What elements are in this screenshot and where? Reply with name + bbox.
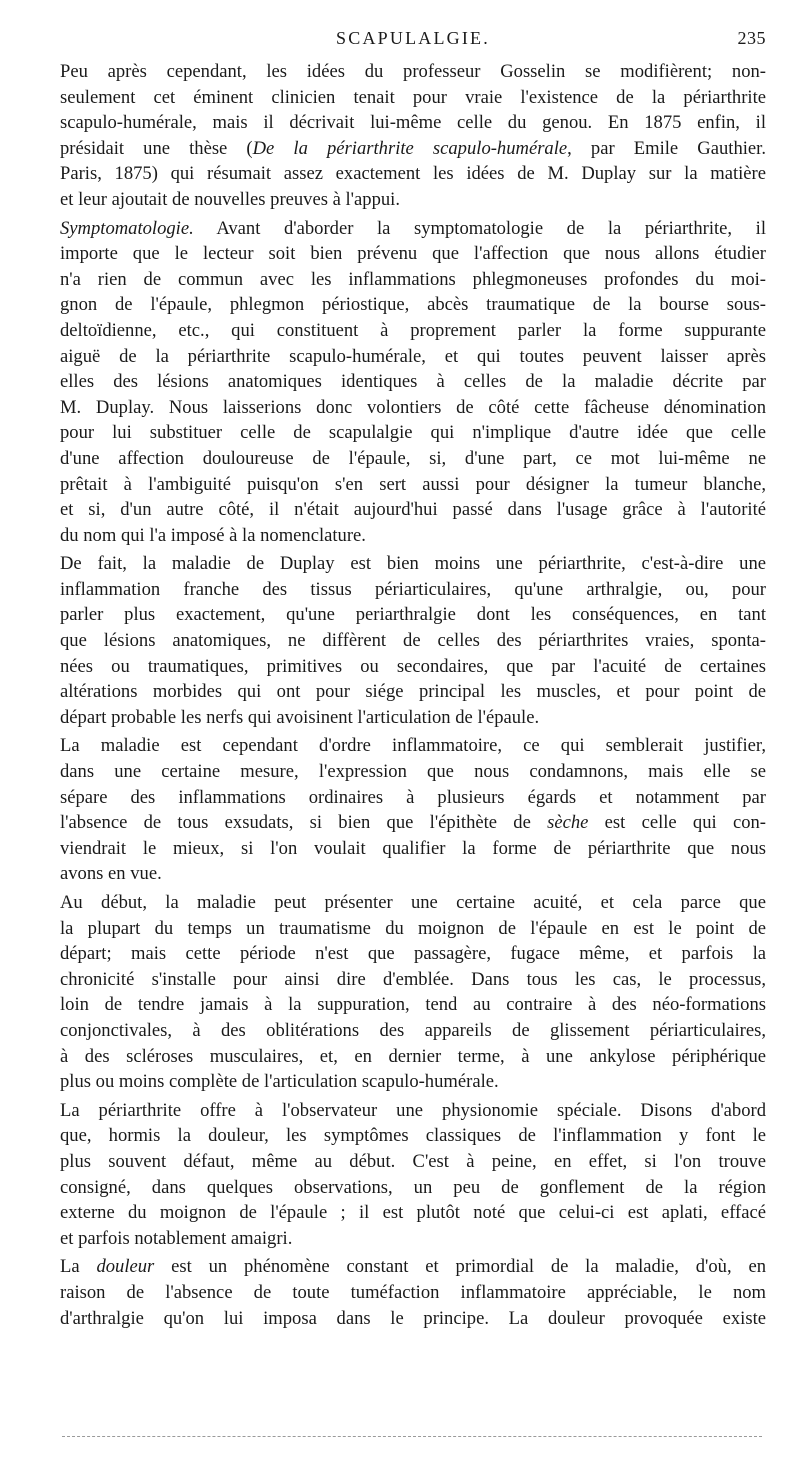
paragraph [60, 733, 766, 887]
text-line: départ probable les nerfs qui avoisinent l'articulation de l'épaule. [60, 706, 540, 728]
text-line: gnon de l'épaule, phlegmon périostique, abcès traumatique de la bourse sous- [60, 294, 766, 316]
text-line: viendrait le mieux, si l'on voulait qualifier la forme de périarthrite que nous [60, 837, 766, 859]
italic-text: Symptomatologie. [60, 217, 194, 239]
text-line: n'a rien de commun avec les inflammations phlegmoneuses profondes du moi- [60, 268, 766, 290]
text-line: et leur ajoutait de nouvelles preuves à l'appui. [60, 188, 400, 210]
text-line: La périarthrite offre à l'observateur une physionomie spéciale. Disons d'abord [60, 1099, 766, 1121]
paragraph [60, 216, 766, 549]
text-line: importe que le lecteur soit bien prévenu que l'affection que nous allons étudier [60, 243, 766, 265]
text-line: M. Duplay. Nous laisserions donc volontiers de côté cette fâcheuse dénomination [60, 396, 766, 418]
text-line: seulement cet éminent clinicien tenait pour vraie l'existence de la périarthrite [60, 86, 766, 108]
text-line: dans une certaine mesure, l'expression que nous condamnons, mais elle se [60, 761, 766, 783]
text-line: La douleur est un phénomène constant et primordial de la maladie, d'où, en [60, 1256, 766, 1278]
text-line: que, hormis la douleur, les symptômes classiques de l'inflammation y font le [60, 1125, 766, 1147]
text-line: consigné, dans quelques observations, un peu de gonflement de la région [60, 1176, 766, 1198]
text-line: sépare des inflammations ordinaires à plusieurs égards et notamment par [60, 786, 766, 808]
text-line: deltoïdienne, etc., qui constituent à proprement parler la forme suppurante [60, 319, 766, 341]
text-line: parler plus exactement, qu'une periarthralgie dont les conséquences, en tant [60, 604, 766, 626]
paragraph [60, 1254, 766, 1331]
text-line: la plupart du temps un traumatisme du moignon de l'épaule en est le point de [60, 917, 766, 939]
text-line: plus souvent défaut, même au début. C'est à peine, en effet, si l'on trouve [60, 1150, 766, 1172]
text-line: conjonctivales, à des oblitérations des appareils de glissement périarticulaires, [60, 1019, 766, 1041]
text-line: et si, d'un autre côté, il n'était aujourd'hui passé dans l'usage grâce à l'autorité [60, 499, 766, 521]
page-header [60, 28, 766, 54]
text-line: d'une affection douloureuse de l'épaule, si, d'une part, ce mot lui-même ne [60, 447, 766, 469]
italic-text: sèche [547, 812, 589, 834]
italic-text: douleur [96, 1256, 155, 1278]
text-line: altérations morbides qui ont pour siége principal les muscles, et pour point de [60, 681, 766, 703]
body-text [60, 59, 766, 1334]
text-line: raison de l'absence de toute tuméfaction inflammatoire appréciable, le nom [60, 1281, 766, 1303]
text-line: loin de tendre jamais à la suppuration, tend au contraire à des néo-formations [60, 994, 766, 1016]
text-line: De fait, la maladie de Duplay est bien moins une périarthrite, c'est-à-dire une [60, 553, 766, 575]
page-number: 235 [737, 28, 766, 48]
italic-text: De la périarthrite scapulo-humérale [252, 137, 568, 159]
paragraph [60, 551, 766, 730]
text-line: que lésions anatomiques, ne diffèrent de celles des périarthrites vraies, sponta- [60, 630, 766, 652]
paragraph [60, 890, 766, 1095]
text-line: pour lui substituer celle de scapulalgie qui n'implique d'autre idée que celle [60, 422, 766, 444]
paragraph [60, 1098, 766, 1252]
text-line: externe du moignon de l'épaule ; il est plutôt noté que celui-ci est aplati, effacé [60, 1202, 766, 1224]
paragraph [60, 59, 766, 213]
text-line: Au début, la maladie peut présenter une certaine acuité, et cela parce que [60, 892, 766, 913]
text-line: Peu après cependant, les idées du professeur Gosselin se modifièrent; non- [60, 61, 766, 82]
text-line: à des scléroses musculaires, et, en dernier terme, à une ankylose périphérique [60, 1045, 766, 1067]
running-title: SCAPULALGIE. [336, 28, 490, 48]
text-line: d'arthralgie qu'on lui imposa dans le principe. La douleur provoquée existe [60, 1307, 766, 1329]
text-line: présidait une thèse (De la périarthrite scapulo-humérale, par Emile Gauthier. [60, 137, 766, 159]
text-line: nées ou traumatiques, primitives ou secondaires, que par l'acuité de certaines [60, 655, 766, 677]
text-line: elles des lésions anatomiques identiques à celles de la maladie décrite par [60, 371, 766, 393]
text-line: plus ou moins complète de l'articulation scapulo-humérale. [60, 1071, 499, 1093]
text-line: aiguë de la périarthrite scapulo-humérale, et qui toutes peuvent laisser après [60, 345, 766, 367]
text-line: l'absence de tous exsudats, si bien que l'épithète de sèche est celle qui con- [60, 812, 766, 834]
text-line: Symptomatologie. Avant d'aborder la symptomatologie de la périarthrite, il [60, 217, 766, 239]
text-line: inflammation franche des tissus périarticulaires, qu'une arthralgie, ou, pour [60, 578, 766, 600]
text-line: chronicité s'installe pour ainsi dire d'emblée. Dans tous les cas, le processus, [60, 968, 766, 990]
text-line: Paris, 1875) qui résumait assez exactement les idées de M. Duplay sur la matière [60, 163, 766, 185]
footer-rule [62, 1436, 762, 1437]
text-line: scapulo-humérale, mais il décrivait lui-même celle du genou. En 1875 enfin, il [60, 112, 766, 134]
text-line: prêtait à l'ambiguité puisqu'on s'en sert aussi pour désigner la tumeur blanche, [60, 473, 766, 495]
text-line: et parfois notablement amaigri. [60, 1227, 293, 1249]
text-line: départ; mais cette période n'est que passagère, fugace même, et parfois la [60, 943, 766, 965]
text-line: du nom qui l'a imposé à la nomenclature. [60, 524, 366, 546]
text-line: avons en vue. [60, 863, 162, 885]
text-line: La maladie est cependant d'ordre inflammatoire, ce qui semblerait justifier, [60, 735, 766, 757]
